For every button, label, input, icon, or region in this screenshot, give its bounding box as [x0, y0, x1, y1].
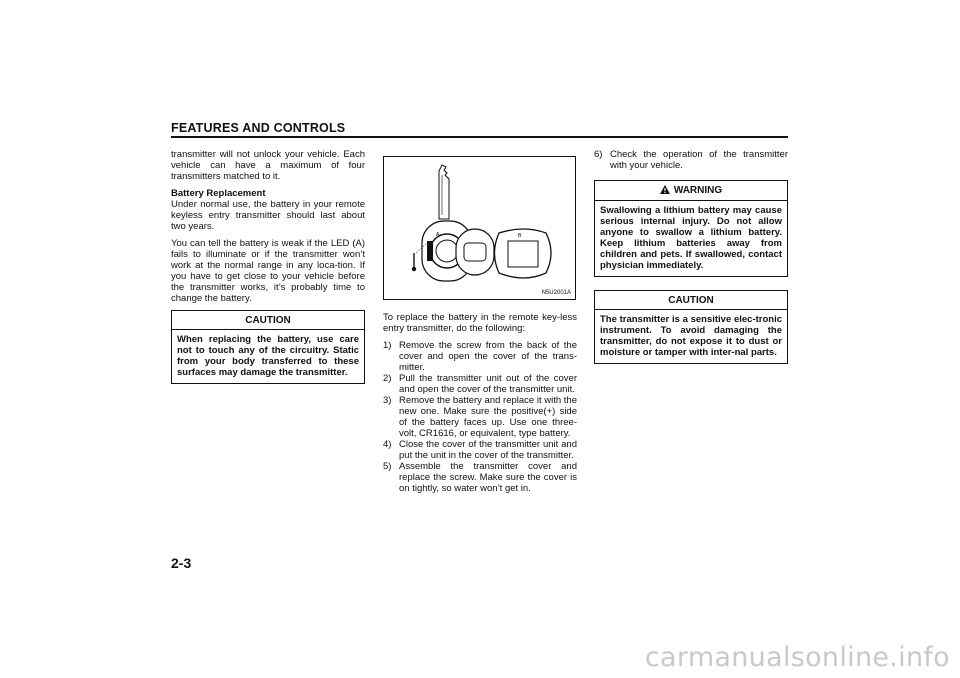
paragraph-battery-weak: You can tell the battery is weak if the LED (A) fails to illuminate or if the transmitter won’t work at the normal range in any loca-tion. If you have to get close to your vehicle before the transmitter works, it’s probably time to change the battery. — [171, 238, 365, 304]
step-text: Close the cover of the transmitter unit and put the unit in the cover of the transmitter. — [399, 439, 577, 461]
caution-box-sensitive — [594, 290, 788, 364]
list-item — [383, 373, 577, 395]
warning-box-lithium — [594, 180, 788, 277]
caution-text: When replacing the battery, use care not to touch any of the circuitry. Static from your body transferred to these surfaces may damage the transmitter. — [177, 334, 359, 378]
section-title: FEATURES AND CONTROLS — [171, 121, 346, 135]
figure-label-b: B — [518, 233, 522, 239]
caution-text: The transmitter is a sensitive elec-tronic instrument. To avoid damaging the transmitter, do not expose it to dust or moisture or tamper with inter-nal parts. — [600, 314, 782, 358]
caution-box-circuitry — [171, 310, 365, 384]
paragraph-intro: To replace the battery in the remote key-less entry transmitter, do the following: — [383, 312, 577, 334]
step-text: Pull the transmitter unit out of the cover and open the cover of the transmitter unit. — [399, 373, 577, 395]
subhead-battery-replacement: Battery Replacement — [171, 188, 266, 199]
warning-title: WARNING — [673, 185, 723, 196]
step-text: Remove the screw from the back of the cover and open the cover of the trans-mitter. — [399, 340, 577, 373]
step-text: Check the operation of the transmitter with your vehicle. — [610, 149, 788, 171]
step-number: 5) — [383, 461, 392, 472]
warning-triangle-icon — [660, 185, 670, 197]
caution-title: CAUTION — [595, 291, 787, 310]
final-step — [594, 149, 788, 171]
paragraph-transmitter-limit: transmitter will not unlock your vehicle. Each vehicle can have a maximum of four transmitters matched to it. — [171, 149, 365, 182]
figure-label-a: A — [436, 232, 440, 238]
column-middle — [383, 312, 577, 494]
page-number: 2-3 — [171, 555, 192, 571]
header-divider — [171, 136, 788, 138]
watermark: carmanualsonline.info — [644, 642, 950, 673]
step-number: 4) — [383, 439, 392, 450]
column-left — [171, 149, 365, 384]
list-item — [383, 439, 577, 461]
step-number: 6) — [594, 149, 603, 160]
list-item — [383, 395, 577, 439]
key-illustration — [384, 157, 575, 299]
step-number: 3) — [383, 395, 392, 406]
step-text: Assemble the transmitter cover and replace the screw. Make sure the cover is on tightly, so water won’t get in. — [399, 461, 577, 494]
list-item — [594, 149, 788, 171]
list-item — [383, 340, 577, 373]
warning-text: Swallowing a lithium battery may cause serious internal injury. Do not allow anyone to swallow a lithium battery. Keep lithium batteries away from children and pets. If swallowed, contact physician immediately. — [600, 205, 782, 271]
list-item — [383, 461, 577, 494]
step-text: Remove the battery and replace it with the new one. Make sure the positive(+) side of the battery faces up. Use one three-volt, CR1616, or equivalent, type battery. — [399, 395, 577, 439]
warning-header — [595, 181, 787, 201]
figure-code: N5U2001A — [541, 290, 571, 296]
key-transmitter-figure — [383, 156, 576, 300]
battery-replacement-section — [171, 188, 365, 232]
paragraph-battery-life: Under normal use, the battery in your remote keyless entry transmitter should last about two years. — [171, 199, 365, 232]
step-number: 2) — [383, 373, 392, 384]
replacement-steps — [383, 340, 577, 494]
column-right — [594, 149, 788, 364]
caution-title: CAUTION — [172, 311, 364, 330]
step-number: 1) — [383, 340, 392, 351]
